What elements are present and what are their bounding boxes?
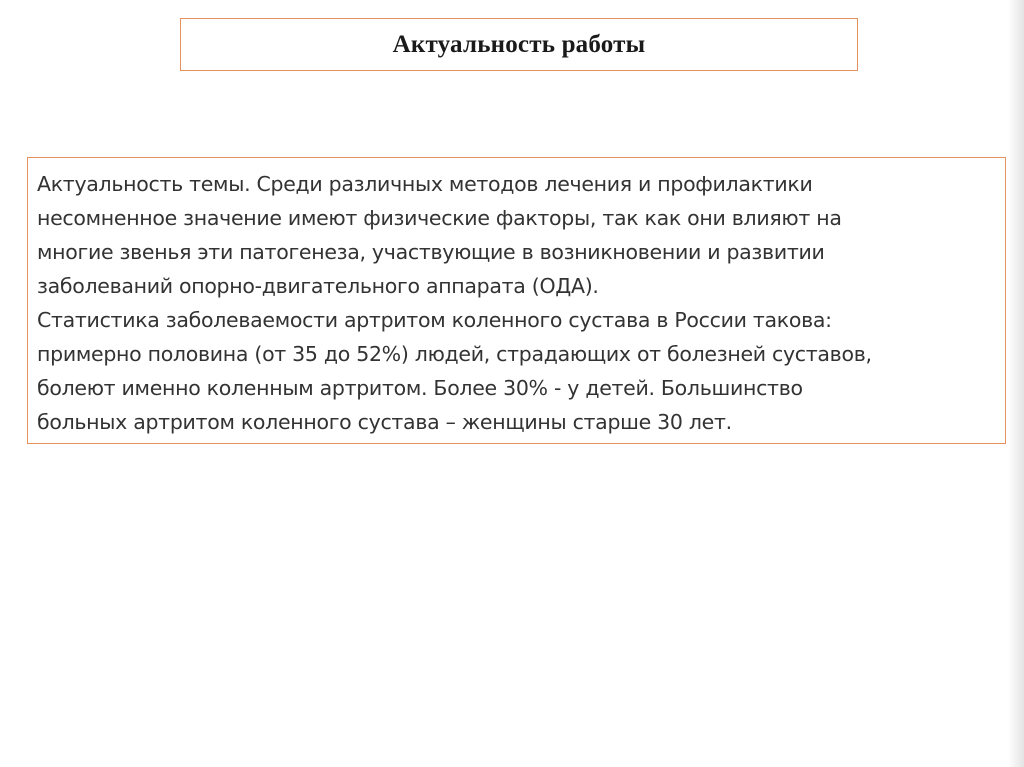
- content-box: [27, 157, 1006, 444]
- slide-edge-shadow: [1008, 0, 1024, 767]
- content-text: [37, 167, 991, 439]
- paragraph-relevance: Актуальность темы. Среди различных методов лечения и профилактики несомненное значение имеют физические факторы, так как они влияют на многие звенья эти патогенеза, участвующие в возникновении и развитии заболеваний опорно-двигательного аппарата (ОДА).: [37, 172, 842, 298]
- paragraph-statistics: Статистика заболеваемости артритом коленного сустава в России такова: примерно половина (от 35 до 52%) людей, страдающих от болезней суставов, болеют именно коленным артритом. Более 30% - у детей. Большинство больных артритом коленного сустава – женщины старше 30 лет.: [37, 308, 872, 434]
- slide-title: Актуальность работы: [392, 30, 646, 58]
- title-box: [180, 18, 858, 71]
